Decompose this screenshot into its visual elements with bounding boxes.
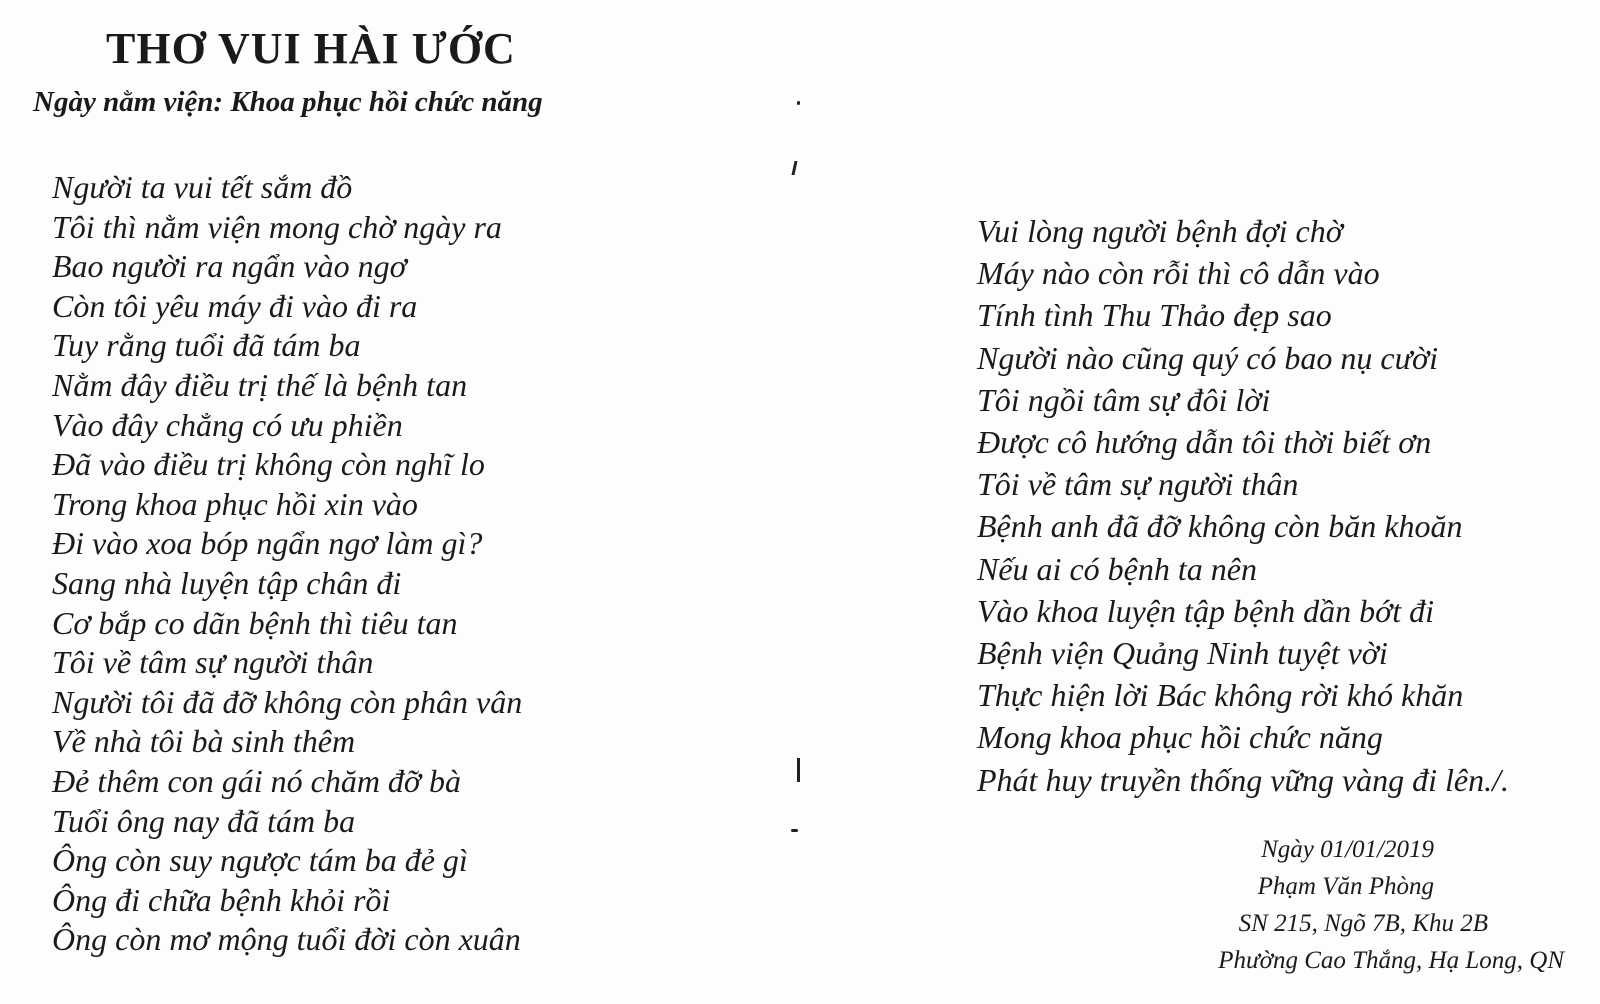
verse-line: Mong khoa phục hồi chức năng [977, 719, 1383, 756]
verse-line: Đi vào xoa bóp ngẩn ngơ làm gì? [52, 525, 483, 562]
verse-line: Vào đây chẳng có ưu phiền [52, 406, 403, 443]
verse-line: Tuổi ông nay đã tám ba [52, 802, 356, 839]
verse-line: Bao người ra ngẩn vào ngơ [52, 248, 407, 285]
left-stanza [52, 168, 522, 960]
scan-speck [797, 758, 800, 782]
poem-title: THƠ VUI HÀI ƯỚC [106, 24, 516, 73]
signature-author: Phạm Văn Phòng [1257, 873, 1434, 900]
verse-line: Ông đi chữa bệnh khỏi rồi [52, 881, 391, 918]
signature-address-line: SN 215, Ngõ 7B, Khu 2B [1238, 910, 1488, 937]
verse-line: Tính tình Thu Thảo đẹp sao [977, 297, 1332, 334]
verse-line: Vào khoa luyện tập bệnh dần bớt đi [977, 592, 1434, 629]
verse-line: Tuy rằng tuổi đã tám ba [52, 327, 361, 364]
verse-line: Được cô hướng dẫn tôi thời biết ơn [977, 424, 1432, 461]
scan-speck [791, 829, 798, 832]
verse-line: Đẻ thêm con gái nó chăm đỡ bà [52, 762, 461, 799]
verse-line: Vui lòng người bệnh đợi chờ [977, 213, 1343, 249]
verse-line: Sang nhà luyện tập chân đi [52, 564, 402, 601]
verse-line: Thực hiện lời Bác không rời khó khăn [977, 677, 1464, 714]
scan-speck [797, 101, 800, 105]
signature-date: Ngày 01/01/2019 [1261, 836, 1434, 863]
verse-line: Bệnh viện Quảng Ninh tuyệt vời [977, 635, 1388, 672]
verse-line: Cơ bắp co dãn bệnh thì tiêu tan [52, 604, 458, 641]
verse-line: Nếu ai có bệnh ta nên [977, 550, 1257, 587]
poem-subtitle: Ngày nằm viện: Khoa phục hồi chức năng [33, 86, 543, 118]
verse-line: Ông còn mơ mộng tuổi đời còn xuân [52, 921, 521, 958]
verse-line: Người tôi đã đỡ không còn phân vân [52, 683, 523, 720]
verse-line: Tôi thì nằm viện mong chờ ngày ra [52, 208, 502, 245]
verse-line: Tôi về tâm sự người thân [977, 466, 1299, 503]
verse-line: Ông còn suy ngược tám ba đẻ gì [52, 842, 468, 879]
verse-line: Tôi về tâm sự người thân [52, 644, 374, 681]
verse-line: Người ta vui tết sắm đồ [52, 169, 353, 205]
verse-line: Nằm đây điều trị thế là bệnh tan [52, 366, 468, 403]
verse-line: Về nhà tôi bà sinh thêm [52, 723, 356, 760]
verse-line: Người nào cũng quý có bao nụ cười [977, 339, 1438, 376]
signature-address-line: Phường Cao Thắng, Hạ Long, QN [1218, 947, 1564, 974]
verse-line: Còn tôi yêu máy đi vào đi ra [52, 287, 418, 324]
verse-line: Đã vào điều trị không còn nghĩ lo [52, 446, 485, 483]
verse-line: Phát huy truyền thống vững vàng đi lên./. [977, 761, 1510, 798]
verse-line: Máy nào còn rỗi thì cô dẫn vào [977, 255, 1380, 292]
verse-line: Tôi ngồi tâm sự đôi lời [977, 381, 1271, 418]
right-stanza [977, 210, 1509, 801]
verse-line: Trong khoa phục hồi xin vào [52, 485, 418, 522]
scan-speck [792, 161, 798, 175]
verse-line: Bệnh anh đã đỡ không còn băn khoăn [977, 508, 1463, 545]
signature-block [1218, 831, 1564, 979]
